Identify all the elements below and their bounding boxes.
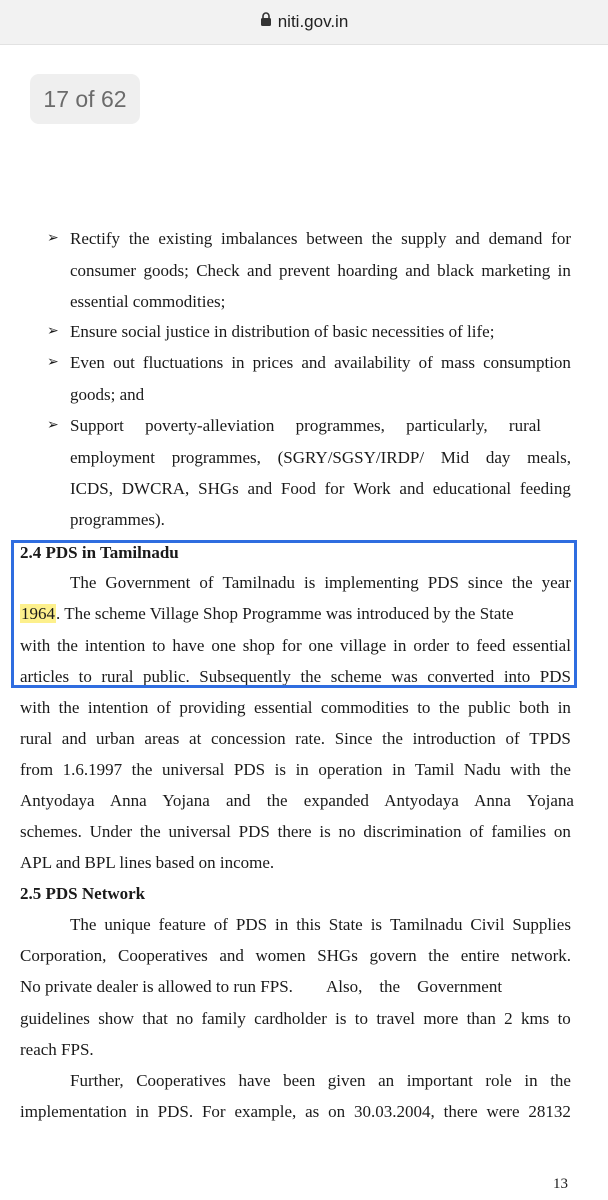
section-2-5-line-4: guidelines show that no family cardholder is to travel more than 2 kms to xyxy=(20,1009,571,1028)
arrow-bullet-icon: ➢ xyxy=(47,418,59,433)
section-2-5-line-2: Corporation, Cooperatives and women SHGs govern the entire network. xyxy=(20,946,571,965)
bullet-4-line-3: ICDS, DWCRA, SHGs and Food for Work and educational feeding xyxy=(70,479,571,498)
section-2-4-line-8: Antyodaya Anna Yojana and the expanded Antyodaya Anna Yojana xyxy=(20,791,574,810)
bullet-1-line-1: Rectify the existing imbalances between the supply and demand for xyxy=(70,229,571,248)
bullet-1-line-2: consumer goods; Check and prevent hoarding and black marketing in xyxy=(70,261,571,280)
bullet-1-line-3: essential commodities; xyxy=(70,292,226,311)
section-2-4-line-9: schemes. Under the universal PDS there is no discrimination of families on xyxy=(20,822,571,841)
bullet-4-line-2: employment programmes, (SGRY/SGSY/IRDP/ Mid day meals, xyxy=(70,448,571,467)
bullet-2-line-1: Ensure social justice in distribution of basic necessities of life; xyxy=(70,322,495,341)
section-2-5-line-6: Further, Cooperatives have been given an important role in the xyxy=(70,1071,571,1090)
arrow-bullet-icon: ➢ xyxy=(47,355,59,370)
section-2-4-line-4: articles to rural public. Subsequently the scheme was converted into PDS xyxy=(20,667,571,686)
section-2-5-line-3: No private dealer is allowed to run FPS. Also, the Government xyxy=(20,977,503,996)
page-indicator: 17 of 62 xyxy=(30,74,140,124)
section-2-4-line-1: The Government of Tamilnadu is implementing PDS since the year xyxy=(70,573,571,592)
arrow-bullet-icon: ➢ xyxy=(47,324,59,339)
bullet-3-line-1: Even out fluctuations in prices and availability of mass consumption xyxy=(70,353,571,372)
section-2-5-line-1: The unique feature of PDS in this State is Tamilnadu Civil Supplies xyxy=(70,915,571,934)
arrow-bullet-icon: ➢ xyxy=(47,231,59,246)
page-number: 13 xyxy=(553,1176,568,1192)
section-2-4-line-5: with the intention of providing essential commodities to the public both in xyxy=(20,698,571,717)
highlighted-year: 1964 xyxy=(21,604,55,623)
bullet-3-line-2: goods; and xyxy=(70,385,145,404)
section-2-4-line-10: APL and BPL lines based on income. xyxy=(20,853,275,872)
section-2-4-line-7: from 1.6.1997 the universal PDS is in operation in Tamil Nadu with the xyxy=(20,760,571,779)
section-2-4-line-6: rural and urban areas at concession rate. Since the introduction of TPDS xyxy=(20,729,571,748)
url-text: niti.gov.in xyxy=(277,12,349,31)
bullet-4-line-1: Support poverty-alleviation programmes, particularly, rural xyxy=(70,416,541,435)
section-2-5-line-7: implementation in PDS. For example, as on 30.03.2004, there were 28132 xyxy=(20,1102,571,1121)
section-2-5-heading: 2.5 PDS Network xyxy=(20,884,146,903)
section-2-4-line-2: 1964. The scheme Village Shop Programme was introduced by the State xyxy=(21,604,514,623)
section-2-4-line-3: with the intention to have one shop for one village in order to feed essential xyxy=(20,636,571,655)
section-2-5-line-5: reach FPS. xyxy=(20,1040,94,1059)
bullet-4-line-4: programmes). xyxy=(70,510,165,529)
section-2-4-heading: 2.4 PDS in Tamilnadu xyxy=(20,543,179,562)
